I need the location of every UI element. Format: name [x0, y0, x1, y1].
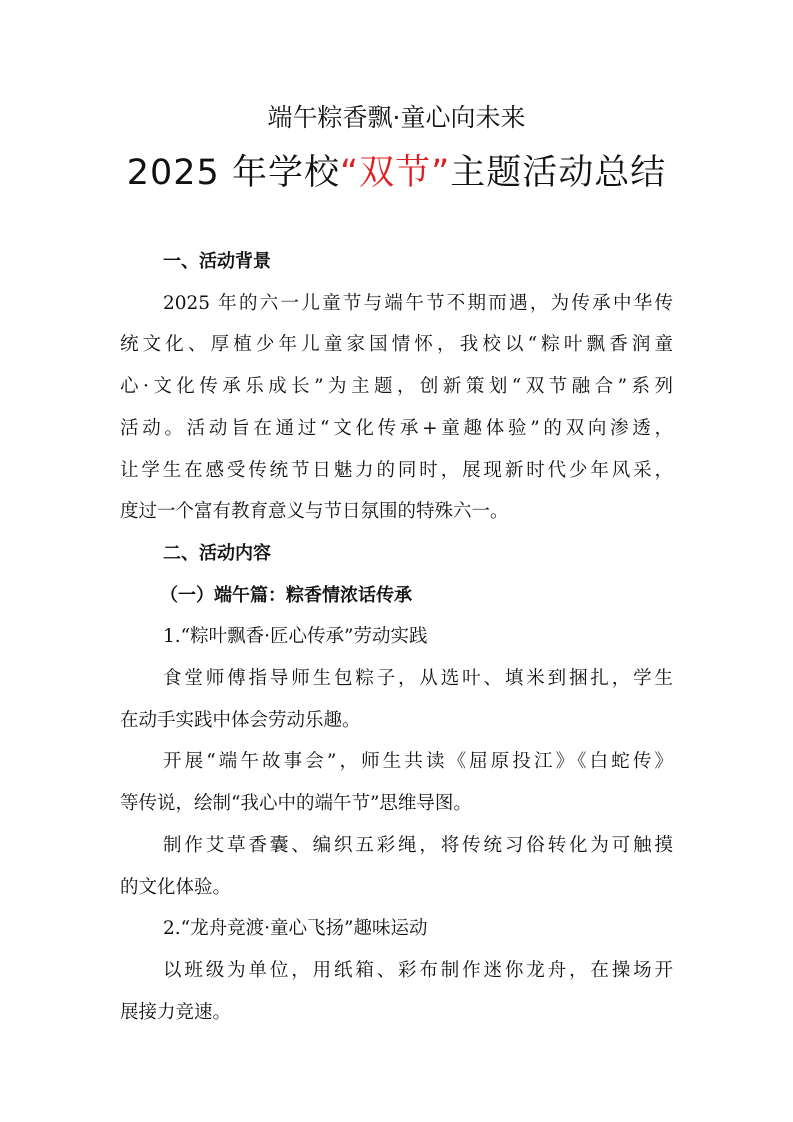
document-subtitle: 端午粽香飘·童心向未来: [267, 103, 526, 132]
text-line: 展接力竞速。: [120, 1001, 232, 1023]
text-line: 的文化体验。: [120, 876, 232, 898]
text-line: 活动。活动旨在通过“文化传承+童趣体验”的双向渗透，: [120, 417, 673, 439]
text-line: 开展“端午故事会”，师生共读《屈原投江》《白蛇传》: [163, 751, 673, 773]
text-line: 2.“龙舟竞渡·童心飞扬”趣味运动: [163, 918, 428, 940]
text-line: 心·文化传承乐成长”为主题，创新策划“双节融合”系列: [120, 376, 673, 398]
text-line: 在动手实践中体会劳动乐趣。: [120, 709, 361, 731]
text-line: 度过一个富有教育意义与节日氛围的特殊六一。: [120, 501, 509, 523]
text-line: 以班级为单位，用纸箱、彩布制作迷你龙舟，在操场开: [163, 959, 673, 981]
document-title: [0, 145, 793, 195]
text-line: 制作艾草香囊、编织五彩绳，将传统习俗转化为可触摸: [163, 834, 673, 856]
text-line: 1.“粽叶飘香·匠心传承”劳动实践: [163, 626, 428, 648]
text-line: 等传说，绘制“我心中的端午节”思维导图。: [120, 793, 472, 815]
title-suffix: 主题活动总结: [450, 153, 667, 193]
text-line: 2025 年的六一儿童节与端午节不期而遇，为传承中华传: [163, 292, 673, 314]
section-heading: 一、活动背景: [163, 251, 271, 272]
title-prefix: 2025 年学校: [126, 153, 340, 193]
title-highlight: “双节”: [339, 153, 451, 193]
text-line: 食堂师傅指导师生包粽子，从选叶、填米到捆扎，学生: [163, 668, 673, 689]
text-line: 统文化、厚植少年儿童家国情怀，我校以“粽叶飘香润童: [120, 334, 673, 356]
section-heading: （一）端午篇：粽香情浓话传承: [160, 584, 412, 606]
text-line: 让学生在感受传统节日魅力的同时，展现新时代少年风采，: [120, 459, 673, 481]
section-heading: 二、活动内容: [163, 542, 271, 564]
